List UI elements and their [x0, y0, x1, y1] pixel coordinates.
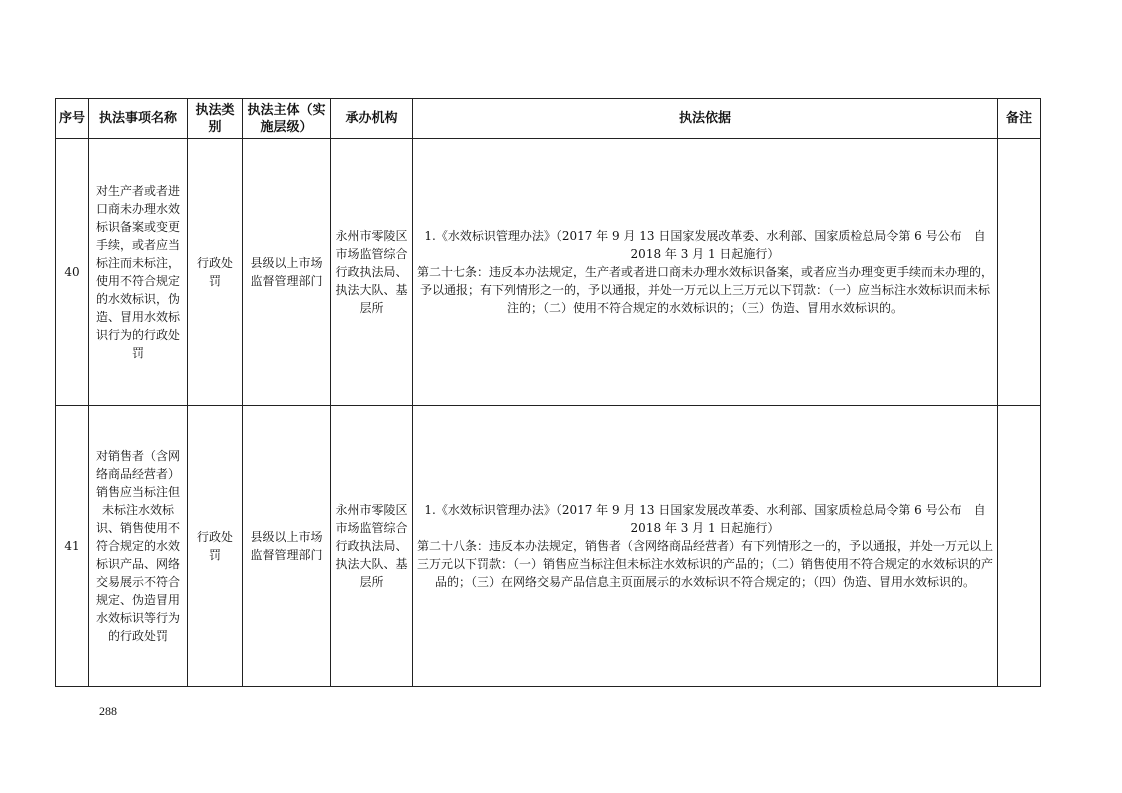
table-row — [56, 406, 1041, 687]
row-item-name: 对销售者（含网络商品经营者）销售应当标注但未标注水效标识、销售使用不符合规定的水效标识产品、网络交易展示不符合规定、伪造冒用水效标识等行为的行政处罚 — [89, 406, 188, 687]
header-no: 序号 — [56, 99, 89, 139]
basis-line: 1.《水效标识管理办法》（2017 年 9 月 13 日国家发展改革委、水利部、国家质检总局令第 6 号公布 自 2018 年 3 月 1 日起施行） — [424, 503, 986, 535]
row-basis — [413, 139, 998, 406]
enforcement-table — [55, 98, 1041, 687]
row-item-name: 对生产者或者进口商未办理水效标识备案或变更手续，或者应当标注而未标注，使用不符合规定的水效标识，伪造、冒用水效标识行为的行政处罚 — [89, 139, 188, 406]
row-category: 行政处罚 — [188, 139, 243, 406]
header-basis: 执法依据 — [413, 99, 998, 139]
header-agency: 承办机构 — [331, 99, 413, 139]
row-no: 40 — [56, 139, 89, 406]
row-subject: 县级以上市场监督管理部门 — [243, 139, 331, 406]
header-remark: 备注 — [998, 99, 1041, 139]
row-agency: 永州市零陵区市场监管综合行政执法局、执法大队、基层所 — [331, 406, 413, 687]
row-basis — [413, 406, 998, 687]
header-subject: 执法主体（实施层级） — [243, 99, 331, 139]
row-agency: 永州市零陵区市场监管综合行政执法局、执法大队、基层所 — [331, 139, 413, 406]
row-remark — [998, 406, 1041, 687]
header-category: 执法类别 — [188, 99, 243, 139]
row-no: 41 — [56, 406, 89, 687]
basis-line: 1.《水效标识管理办法》（2017 年 9 月 13 日国家发展改革委、水利部、国家质检总局令第 6 号公布 自 2018 年 3 月 1 日起施行） — [424, 229, 986, 261]
row-category: 行政处罚 — [188, 406, 243, 687]
row-subject: 县级以上市场监督管理部门 — [243, 406, 331, 687]
page-number: 288 — [99, 704, 117, 718]
row-remark — [998, 139, 1041, 406]
table-row — [56, 139, 1041, 406]
basis-line: 第二十七条：违反本办法规定，生产者或者进口商未办理水效标识备案，或者应当办理变更手续而未办理的，予以通报；有下列情形之一的，予以通报，并处一万元以上三万元以下罚款：（一）应当标注水效标识而未标注的；（二）使用不符合规定的水效标识的；（三）伪造、冒用水效标识的。 — [417, 265, 994, 315]
header-item-name: 执法事项名称 — [89, 99, 188, 139]
table-header-row — [56, 99, 1041, 139]
basis-line: 第二十八条：违反本办法规定，销售者（含网络商品经营者）有下列情形之一的，予以通报，并处一万元以上三万元以下罚款：（一）销售应当标注但未标注水效标识的产品的；（二）销售使用不符合规定的水效标识的产品的；（三）在网络交易产品信息主页面展示的水效标识不符合规定的；（四）伪造、冒用水效标识的。 — [417, 539, 994, 589]
